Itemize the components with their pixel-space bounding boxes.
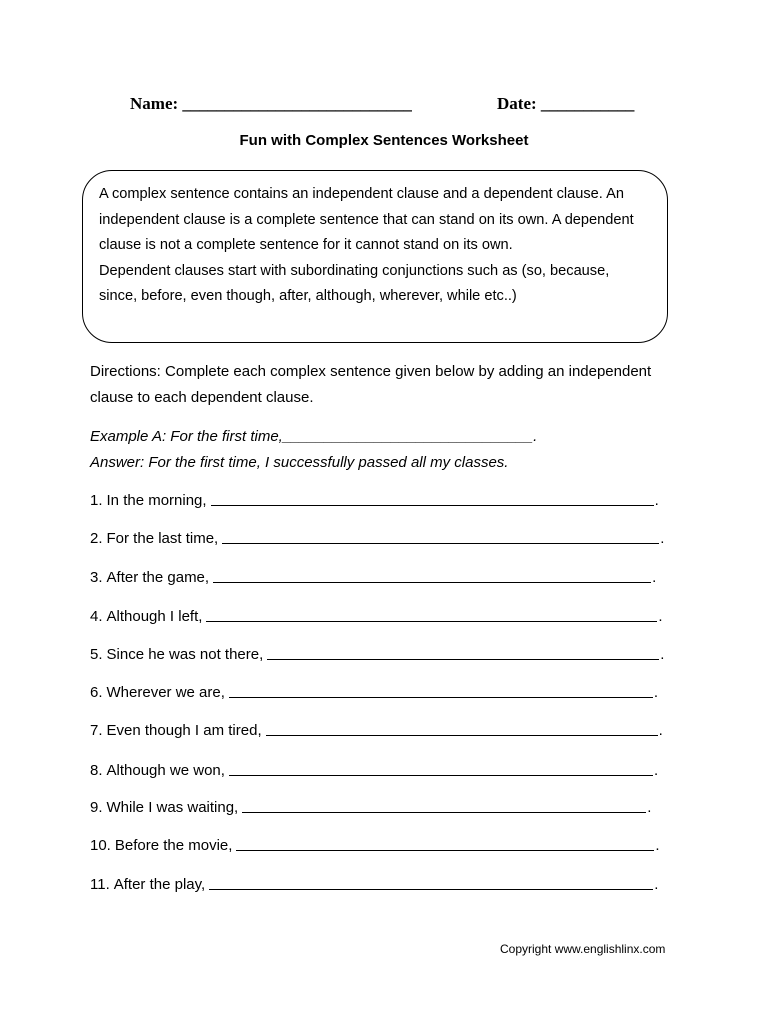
question-number: 9. xyxy=(90,799,103,816)
question-number: 5. xyxy=(90,646,103,663)
example-line: Example A: For the first time,______________________________. xyxy=(90,428,538,445)
directions xyxy=(90,359,690,411)
question-text: Although I left, xyxy=(106,608,203,625)
conjunctions-paragraph: Dependent clauses start with subordinating conjunctions such as (so, because, since, before, even though, after, although, wherever, while etc..) xyxy=(99,262,610,305)
copyright-footer: Copyright www.englishlinx.com xyxy=(500,942,666,956)
question-item xyxy=(90,871,690,893)
example-block xyxy=(90,424,690,476)
answer-line[interactable] xyxy=(211,491,654,506)
answer-line[interactable] xyxy=(267,645,659,660)
question-period: . xyxy=(654,492,659,509)
name-label: Name: xyxy=(130,94,179,113)
question-number: 3. xyxy=(90,569,103,586)
definition-box xyxy=(82,170,668,343)
question-item xyxy=(90,525,690,547)
answer-line[interactable] xyxy=(206,607,657,622)
question-number: 7. xyxy=(90,722,103,739)
question-text: Wherever we are, xyxy=(106,684,225,701)
question-text: Even though I am tired, xyxy=(106,722,262,739)
question-number: 10. xyxy=(90,837,111,854)
question-number: 2. xyxy=(90,530,103,547)
answer-line[interactable] xyxy=(229,683,653,698)
question-period: . xyxy=(658,608,663,625)
question-period: . xyxy=(653,762,659,779)
question-period: . xyxy=(653,684,659,701)
definition-paragraph: A complex sentence contains an independent clause and a dependent clause. An independent clause is a complete sentence that can stand on its own. A dependent clause is not a complete sentence for it cannot stand on its own. xyxy=(99,186,634,254)
question-period: . xyxy=(654,876,659,893)
question-item xyxy=(90,564,690,586)
question-period: . xyxy=(652,569,657,586)
worksheet-title: Fun with Complex Sentences Worksheet xyxy=(239,132,529,149)
question-period: . xyxy=(660,530,665,547)
question-number: 6. xyxy=(90,684,103,701)
question-text: Before the movie, xyxy=(114,837,233,854)
question-number: 4. xyxy=(90,608,103,625)
question-period: . xyxy=(647,799,652,816)
answer-line[interactable] xyxy=(229,761,653,776)
question-text: After the play, xyxy=(113,876,206,893)
answer-line[interactable] xyxy=(222,529,659,544)
name-field xyxy=(130,94,412,114)
name-blank[interactable]: ___________________________ xyxy=(182,94,412,113)
answer-line[interactable] xyxy=(213,568,651,583)
question-number: 8. xyxy=(90,762,103,779)
answer-line[interactable] xyxy=(242,798,646,813)
date-field xyxy=(497,94,634,114)
question-text: For the last time, xyxy=(106,530,219,547)
question-number: 11. xyxy=(90,876,110,893)
question-item xyxy=(90,717,690,739)
question-item xyxy=(90,679,690,701)
answer-line[interactable] xyxy=(209,875,653,890)
question-text: While I was waiting, xyxy=(106,799,239,816)
question-period: . xyxy=(655,837,660,854)
question-text: Although we won, xyxy=(106,762,225,779)
question-period: . xyxy=(658,722,663,739)
directions-text: Directions: Complete each complex sentence given below by adding an independent clause to each dependent clause. xyxy=(90,363,652,406)
date-blank[interactable]: ___________ xyxy=(540,94,635,113)
question-text: In the morning, xyxy=(106,492,207,509)
question-period: . xyxy=(660,646,665,663)
question-item xyxy=(90,641,690,663)
example-answer: Answer: For the first time, I successfully passed all my classes. xyxy=(90,454,509,471)
answer-line[interactable] xyxy=(236,836,654,851)
question-text: Since he was not there, xyxy=(106,646,264,663)
question-item xyxy=(90,832,690,854)
answer-line[interactable] xyxy=(266,721,658,736)
date-label: Date: xyxy=(497,94,537,113)
question-item xyxy=(90,487,690,509)
question-item xyxy=(90,794,690,816)
question-item xyxy=(90,603,690,625)
question-text: After the game, xyxy=(106,569,210,586)
question-item xyxy=(90,757,690,779)
question-number: 1. xyxy=(90,492,103,509)
